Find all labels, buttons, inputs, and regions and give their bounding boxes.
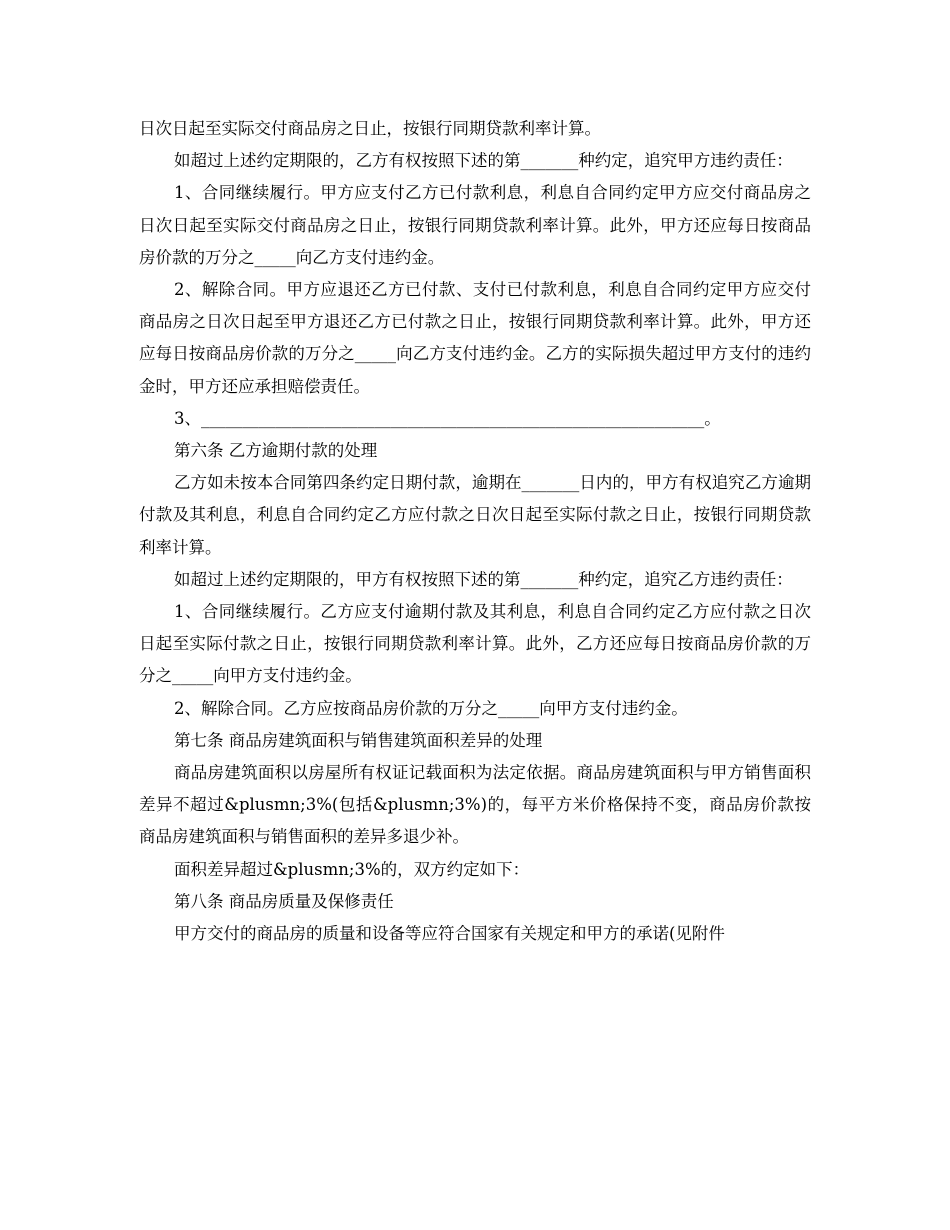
paragraph-area-basis: 商品房建筑面积以房屋所有权证记载面积为法定依据。商品房建筑面积与甲方销售面积差异不超过&plusmn;3%(包括&plusmn;3%)的，每平方米价格保持不变，商品房价款按商品房建筑面积与销售面积的差异多退少补。 <box>139 763 811 847</box>
document-page <box>139 113 811 950</box>
paragraph-breach-seller: 如超过上述约定期限的，乙方有权按照下述的第_______种约定，追究甲方违约责任： <box>174 151 793 171</box>
paragraph-area-exceed: 面积差异超过&plusmn;3%的，双方约定如下： <box>174 859 530 879</box>
paragraph-option-1: 1、合同继续履行。甲方应支付乙方已付款利息，利息自合同约定甲方应交付商品房之日次日起至实际交付商品房之日止，按银行同期贷款利率计算。此外，甲方还应每日按商品房价款的万分之_____向乙方支付违约金。 <box>139 183 811 267</box>
paragraph-option-3: 3、_____________________________________________________________。 <box>174 408 721 428</box>
article-7-heading: 第七条 商品房建筑面积与销售建筑面积差异的处理 <box>174 730 543 750</box>
paragraph-late-payment: 乙方如未按本合同第四条约定日期付款，逾期在_______日内的，甲方有权追究乙方逾期付款及其利息，利息自合同约定乙方应付款之日次日起至实际付款之日止，按银行同期贷款利率计算。 <box>139 473 811 557</box>
article-8-heading: 第八条 商品房质量及保修责任 <box>174 891 394 911</box>
paragraph-continuation: 日次日起至实际交付商品房之日止，按银行同期贷款利率计算。 <box>139 119 601 138</box>
article-6-heading: 第六条 乙方逾期付款的处理 <box>174 441 378 461</box>
paragraph-option-2: 2、解除合同。甲方应退还乙方已付款、支付已付款利息，利息自合同约定甲方应交付商品房之日次日起至甲方退还乙方已付款之日止，按银行同期贷款利率计算。此外，甲方还应每日按商品房价款的万分之_____向乙方支付违约金。乙方的实际损失超过甲方支付的违约金时，甲方还应承担赔偿责任。 <box>139 280 811 396</box>
paragraph-buyer-option-1: 1、合同继续履行。乙方应支付逾期付款及其利息，利息自合同约定乙方应付款之日次日起至实际付款之日止，按银行同期贷款利率计算。此外，乙方还应每日按商品房价款的万分之_____向甲方支付违约金。 <box>139 602 811 686</box>
paragraph-buyer-option-2: 2、解除合同。乙方应按商品房价款的万分之_____向甲方支付违约金。 <box>174 698 688 718</box>
paragraph-breach-buyer: 如超过上述约定期限的，甲方有权按照下述的第_______种约定，追究乙方违约责任： <box>174 569 793 589</box>
paragraph-quality: 甲方交付的商品房的质量和设备等应符合国家有关规定和甲方的承诺(见附件 <box>174 924 725 944</box>
